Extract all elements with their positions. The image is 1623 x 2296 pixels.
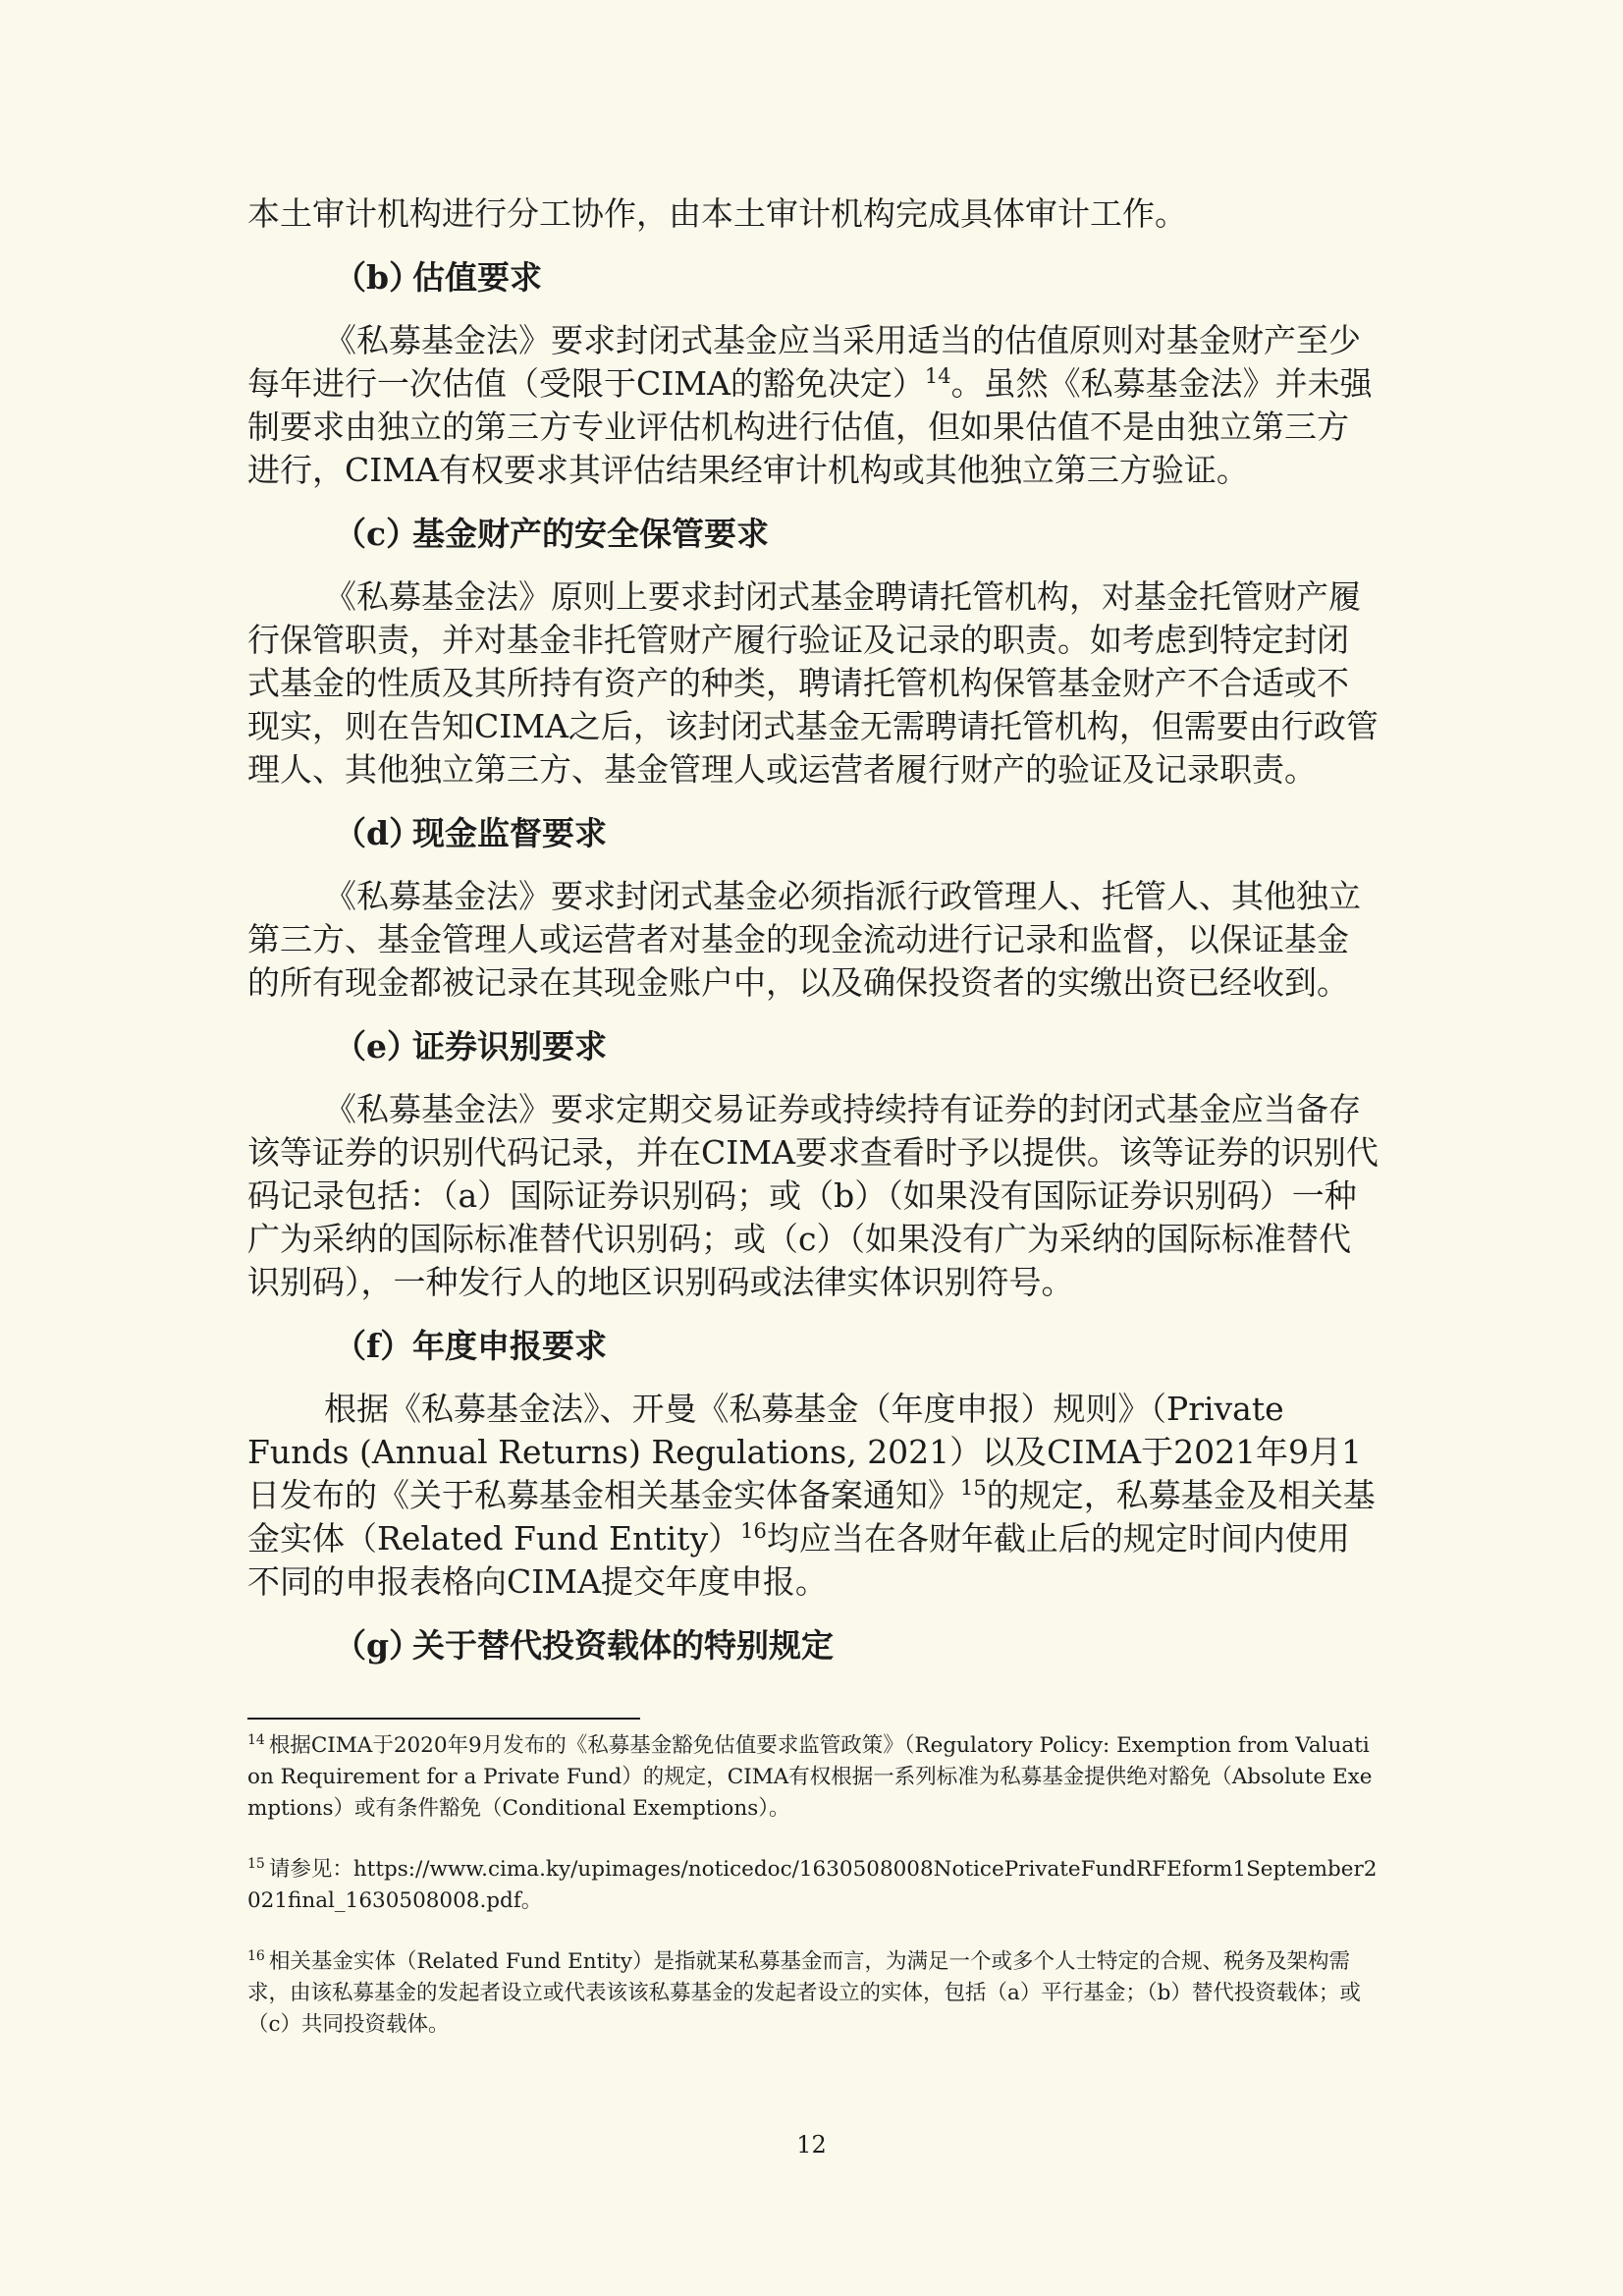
section-heading-b (247, 256, 1379, 300)
footnote-text: 相关基金实体（Related Fund Entity）是指就某私募基金而言，为满足一个或多个人士特定的合规、税务及架构需求，由该私募基金的发起者设立或代表该该私募基金的发起者设立的实体，包括（a）平行基金；（b）替代投资载体；或（c）共同投资载体。 (247, 1949, 1361, 2037)
text-run: 《私募基金法》要求封闭式基金应当采用适当的估值原则对基金财产至少每年进行一次估值（受限于CIMA的豁免决定） (247, 321, 1361, 403)
footnote-number: 16 (247, 1948, 265, 1964)
heading-label: （f） (334, 1327, 413, 1365)
body-text (247, 192, 1379, 1687)
heading-label: （b） (334, 258, 422, 297)
heading-label: （g） (334, 1626, 422, 1665)
footnote-16 (247, 1946, 1379, 2041)
section-heading-d (247, 812, 1379, 855)
heading-label: （d） (334, 814, 422, 852)
footnotes (247, 1730, 1379, 2070)
paragraph-cash: 《私募基金法》要求封闭式基金必须指派行政管理人、托管人、其他独立第三方、基金管理人或运营者对基金的现金流动进行记录和监督，以保证基金的所有现金都被记录在其现金账户中，以及确保投资者的实缴出资已经收到。 (247, 877, 1361, 1002)
section-heading-f (247, 1325, 1379, 1368)
heading-label: （e） (334, 1027, 419, 1066)
text-run: 。虽然《私募基金法》并未强制要求由独立的第三方专业评估机构进行估值，但如果估值不是由独立第三方进行，CIMA有权要求其评估结果经审计机构或其他独立第三方验证。 (247, 364, 1373, 489)
footnote-number: 14 (247, 1732, 265, 1748)
paragraph-securities: 《私募基金法》要求定期交易证券或持续持有证券的封闭式基金应当备存该等证券的识别代码记录，并在CIMA要求查看时予以提供。该等证券的识别代码记录包括：（a）国际证券识别码；或（b）（如果没有国际证券识别码）一种广为采纳的国际标准替代识别码；或（c）（如果没有广为采纳的国际标准替代识别码），一种发行人的地区识别码或法律实体识别符号。 (247, 1090, 1379, 1301)
paragraph-valuation (247, 319, 1379, 492)
heading-title: 估值要求 (412, 258, 542, 297)
footnote-text: 请参见：https://www.cima.ky/upimages/noticedoc/1630508008NoticePrivateFundRFEform1September2021final_1630508008.pdf。 (247, 1857, 1378, 1913)
heading-title: 基金财产的安全保管要求 (412, 515, 769, 553)
heading-label: （c） (334, 515, 419, 553)
footnote-text: 根据CIMA于2020年9月发布的《私募基金豁免估值要求监管政策》（Regulatory Policy: Exemption from Valuation Requirement for a Private Fund）的规定，CIMA有权根据一系列标准为私募基金提供绝对豁免（Absolute Exemptions）或有条件豁免（Conditional Exemptions）。 (247, 1733, 1373, 1821)
text-run: 根据《私募基金法》、开曼《私募基金（年度申报）规则》（Private Funds (Annual Returns) Regulations, 2021）以及CIMA于2021年9月1日发布的《关于私募基金相关基金实体备案通知》 (247, 1390, 1363, 1514)
text-run: 的规定，私募基金及相关基金实体（Related Fund Entity） (247, 1476, 1376, 1558)
section-heading-g (247, 1624, 1379, 1667)
footnote-ref-14[interactable]: 14 (924, 364, 951, 388)
footnote-14 (247, 1730, 1379, 1825)
footnote-ref-15[interactable]: 15 (960, 1476, 987, 1500)
heading-title: 证券识别要求 (412, 1027, 607, 1066)
text-run: 均应当在各财年截止后的规定时间内使用不同的申报表格向CIMA提交年度申报。 (247, 1519, 1350, 1601)
paragraph-annual-returns (247, 1388, 1379, 1604)
heading-title: 现金监督要求 (412, 814, 607, 852)
section-heading-e (247, 1025, 1379, 1068)
paragraph-custody: 《私募基金法》原则上要求封闭式基金聘请托管机构，对基金托管财产履行保管职责，并对基金非托管财产履行验证及记录的职责。如考虑到特定封闭式基金的性质及其所持有资产的种类，聘请托管机构保管基金财产不合适或不现实，则在告知CIMA之后，该封闭式基金无需聘请托管机构，但需要由行政管理人、其他独立第三方、基金管理人或运营者履行财产的验证及记录职责。 (247, 577, 1379, 789)
heading-title: 年度申报要求 (412, 1327, 607, 1365)
heading-title: 关于替代投资载体的特别规定 (412, 1626, 834, 1665)
section-heading-c (247, 513, 1379, 556)
footnote-15 (247, 1854, 1379, 1917)
footnote-number: 15 (247, 1856, 265, 1872)
paragraph: 本土审计机构进行分工协作，由本土审计机构完成具体审计工作。 (247, 194, 1187, 233)
page-number: 12 (796, 2131, 827, 2159)
footnote-separator (247, 1718, 640, 1720)
footnote-ref-16[interactable]: 16 (740, 1519, 767, 1543)
